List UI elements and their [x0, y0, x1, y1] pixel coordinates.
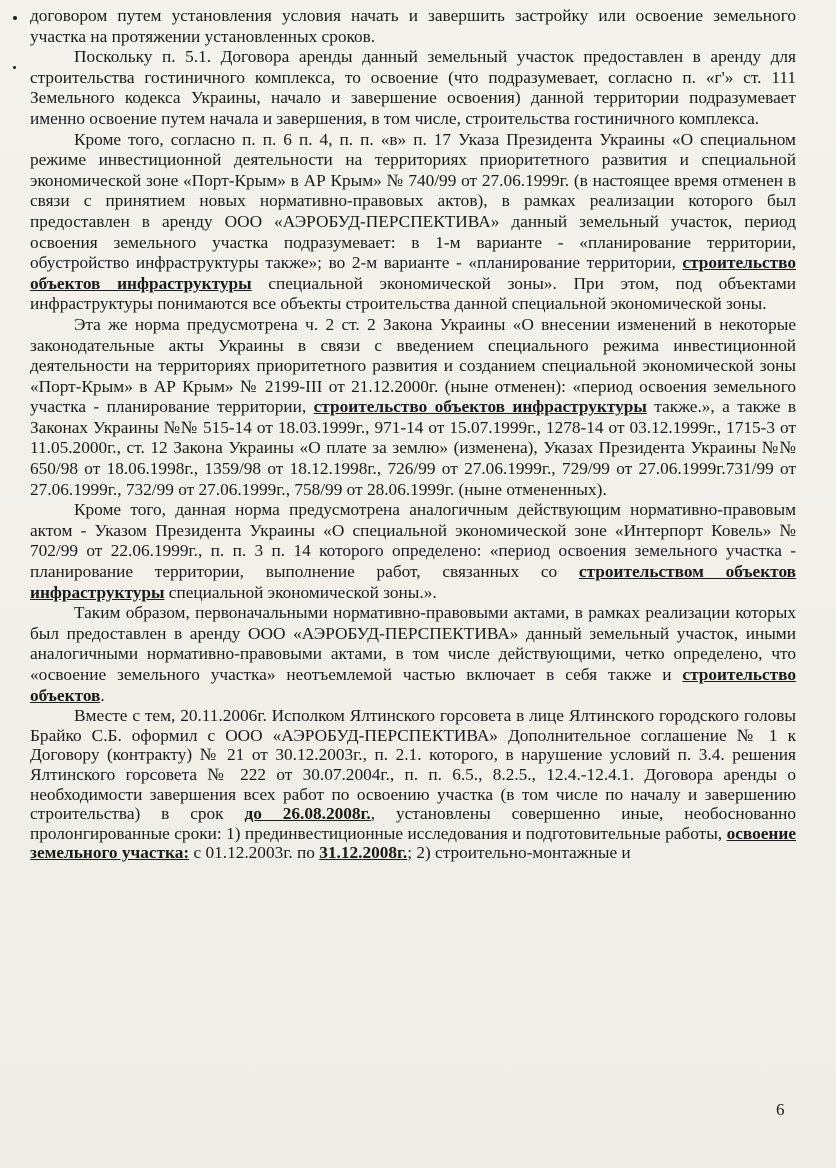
paragraph [30, 706, 796, 863]
paragraph [30, 47, 796, 129]
paragraph-text: Эта же норма предусмотрена ч. 2 ст. 2 Закона Украины «О внесении изменений в некоторые законодательные акты Украины в связи с введением специального режима инвестиционной деятельности на территориях приоритетного развития и созданием специальной экономической зоны «Порт-Крым» в АР Крым» № 2199-III от 21.12.2000г. (ныне отменен): «период освоения земельного участка - планирование территории, [30, 314, 796, 417]
paragraph-text: с 01.12.2003г. по [189, 843, 320, 863]
document-body [30, 6, 796, 863]
paragraph-text: также.», а также в Законах Украины №№ 515-14 от 18.03.1999г., 971-14 от 15.07.1999г., 1278-14 от 03.12.1999г., 1715-3 от 11.05.2000г., ст. 12 Закона Украины «О плате за землю» (изменена), Указах Президента Украины №№ 650/98 от 18.06.1998г., 1359/98 от 18.12.1998г., 726/99 от 27.06.1999г., 729/99 от 27.06.1999г.731/99 от 27.06.1999г., 732/99 от 27.06.1999г., 758/99 от 28.06.1999г. (ныне отмененных). [30, 397, 796, 499]
paragraph [30, 500, 796, 603]
paragraph [30, 130, 796, 315]
paragraph-text: Кроме того, согласно п. п. 6 п. 4, п. п. «в» п. 17 Указа Президента Украины «О специальном режиме инвестиционной деятельности на территориях приоритетного развития и специальной экономической зоне «Порт-Крым» в АР Крым» № 740/99 от 27.06.1999г. (в настоящее время отменен в связи с принятием новых нормативно-правовых актов), в рамках реализации которого был предоставлен в аренду ООО «АЭРОБУД-ПЕРСПЕКТИВА» данный земельный участок, период освоения земельного участка подразумевает: в 1-м варианте - «планирование территории, обустройство инфраструктуры также»; во 2-м варианте - «планирование территории, [30, 129, 796, 273]
paragraph-text: Кроме того, данная норма предусмотрена аналогичным действующим нормативно-правовым актом - Указом Президента Украины «О специальной экономической зоне «Интерпорт Ковель» № 702/99 от 22.06.1999г., п. п. 3 п. 14 которого определено: «период освоения земельного участка - планирование территории, выполнение работ, связанных со [30, 500, 796, 582]
emphasized-text: строительство объектов [30, 665, 796, 705]
paragraph-text: Вместе с тем, 20.11.2006г. Исполком Ялтинского горсовета в лице Ялтинского городского головы Брайко С.Б. оформил с ООО «АЭРОБУД-ПЕРСПЕКТИВА» Дополнительное соглашение № 1 к Договору (контракту) № 21 от 30.12.2003г., п. 2.1. которого, в нарушение условий п. 3.4. решения Ялтинского горсовета № 222 от 30.07.2004г., п. п. 6.5., 8.2.5., 12.4.-12.4.1. Договора аренды о необходимости завершения всех работ по освоению участка (в том числе по началу и завершению строительства) в срок [30, 706, 796, 824]
paragraph-text: договором путем установления условия начать и завершить застройку или освоение земельного участка на протяжении установленных сроков. [30, 6, 796, 46]
scan-speck [13, 66, 16, 69]
paragraph-text: . [100, 685, 105, 705]
paragraph [30, 315, 796, 500]
paragraph-text: Поскольку п. 5.1. Договора аренды данный земельный участок предоставлен в аренду для строительства гостиничного комплекса, то освоение (что подразумевает, согласно п. «г'» ст. 111 Земельного кодекса Украины, начало и завершение освоения) данной территории подразумевает именно освоение путем начала и завершения, в том числе, строительства гостиничного комплекса. [30, 47, 796, 128]
emphasized-text: освоение земельного участка: [30, 823, 796, 863]
scan-speck [13, 16, 17, 20]
paragraph-text: , установлены совершенно иные, необоснованно пролонгированные сроки: 1) прединвестиционные исследования и подготовительные работы, [30, 804, 796, 843]
emphasized-text: строительство объектов инфраструктуры [30, 253, 796, 293]
emphasized-text: строительством объектов инфраструктуры [30, 562, 796, 602]
emphasized-text: строительство объектов инфраструктуры [313, 397, 647, 417]
paragraph-text: специальной экономической зоны.». [164, 582, 437, 602]
paragraph-text: Таким образом, первоначальными нормативно-правовыми актами, в рамках реализации которых был предоставлен в аренду ООО «АЭРОБУД-ПЕРСПЕКТИВА» данный земельный участок, иными аналогичными нормативно-правовыми актами, в том числе действующими, четко определено, что «освоение земельного участка» неотъемлемой частью включает в себя также и [30, 603, 796, 684]
paragraph [30, 603, 796, 706]
emphasized-text: 31.12.2008г. [319, 843, 408, 863]
paragraph-text: специальной экономической зоны». При этом, под объектами инфраструктуры понимаются все объекты строительства данной специальной экономической зоны. [30, 273, 797, 314]
paragraph-text: ; 2) строительно-монтажные и [407, 843, 631, 863]
paragraph [30, 6, 796, 47]
page-number: 6 [776, 1100, 785, 1119]
emphasized-text: до 26.08.2008г. [244, 804, 371, 824]
